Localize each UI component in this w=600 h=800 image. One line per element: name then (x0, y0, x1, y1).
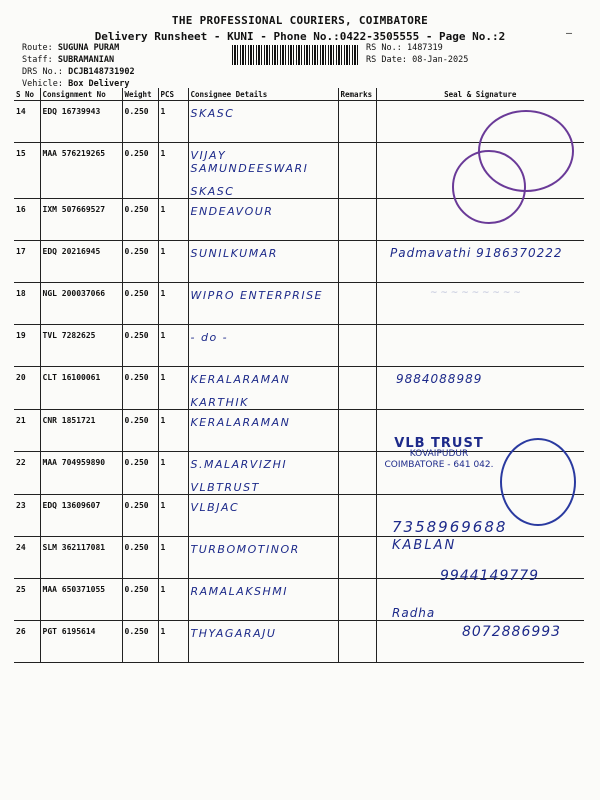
row-consignment-no: PGT 6195614 (40, 621, 122, 663)
row-sno: 26 (14, 621, 40, 663)
vlb-trust-stamp: VLB TRUST KOVAIPUDUR COIMBATORE - 641 042. (384, 436, 494, 470)
round-seal-stamp (452, 150, 526, 224)
row-consignee (188, 143, 338, 199)
row-pcs: 1 (158, 199, 188, 241)
row-consignment-no: IXM 507669527 (40, 199, 122, 241)
row-consignee (188, 241, 338, 283)
row-sno: 23 (14, 495, 40, 537)
signature-row-26-phone: 8072886993 (462, 624, 562, 640)
company-title: THE PROFESSIONAL COURIERS, COIMBATORE (171, 14, 429, 27)
row-consignment-no: MAA 704959890 (40, 452, 122, 495)
row-remarks (338, 621, 376, 663)
consignee-handwriting: SUNILKUMAR (190, 247, 278, 260)
row-consignee (188, 283, 338, 325)
row-weight: 0.250 (122, 199, 158, 241)
consignee-handwriting-line2: VLBTRUST (190, 481, 260, 494)
row-consignment-no: CNR 1851721 (40, 410, 122, 452)
row-pcs: 1 (158, 579, 188, 621)
row-remarks (338, 579, 376, 621)
col-seal: Seal & Signature (376, 88, 584, 101)
signature-row-24-phone: 7358969688 (392, 518, 508, 536)
col-weight: Weight (122, 88, 158, 101)
consignee-handwriting: RAMALAKSHMI (190, 585, 289, 598)
row-remarks (338, 241, 376, 283)
route-line: Route: SUGUNA PURAM (22, 43, 120, 53)
col-consignee: Consignee Details (188, 88, 338, 101)
table-row (14, 579, 584, 621)
barcode (232, 45, 360, 65)
row-remarks (338, 283, 376, 325)
table-row (14, 325, 584, 367)
row-sno: 21 (14, 410, 40, 452)
row-pcs: 1 (158, 495, 188, 537)
col-consignment: Consignment No (40, 88, 122, 101)
row-pcs: 1 (158, 452, 188, 495)
trust-round-stamp (500, 438, 576, 526)
runsheet-subtitle: Delivery Runsheet - KUNI - Phone No.:0422-3505555 - Page No.:2 (94, 30, 506, 43)
signature-row-25: 9944149779 (440, 568, 540, 584)
row-pcs: 1 (158, 410, 188, 452)
row-remarks (338, 410, 376, 452)
row-pcs: 1 (158, 325, 188, 367)
vehicle-line: Vehicle: Box Delivery (22, 79, 130, 89)
consignee-handwriting: THYAGARAJU (190, 627, 277, 640)
row-consignment-no: EDQ 13609607 (40, 495, 122, 537)
row-weight: 0.250 (122, 101, 158, 143)
consignee-handwriting: WIPRO ENTERPRISE (190, 289, 323, 302)
row-consignee (188, 325, 338, 367)
row-seal (376, 325, 584, 367)
col-sno: S No (14, 88, 40, 101)
consignee-handwriting: SKASC (190, 107, 235, 120)
col-pcs: PCS (158, 88, 188, 101)
col-remarks: Remarks (338, 88, 376, 101)
row-remarks (338, 367, 376, 410)
row-consignment-no: EDQ 16739943 (40, 101, 122, 143)
consignee-handwriting: TURBOMOTINOR (190, 543, 300, 556)
row-consignment-no: CLT 16100061 (40, 367, 122, 410)
row-sno: 16 (14, 199, 40, 241)
row-sno: 19 (14, 325, 40, 367)
drs-line: DRS No.: DCJB148731902 (22, 67, 135, 77)
rs-no-line: RS No.: 1487319 (366, 43, 443, 53)
row-pcs: 1 (158, 283, 188, 325)
row-weight: 0.250 (122, 495, 158, 537)
consignee-handwriting: VIJAY SAMUNDEESWARI (190, 149, 309, 175)
signature-row-17: Padmavathi 9186370222 (390, 246, 563, 260)
row-remarks (338, 452, 376, 495)
row-weight: 0.250 (122, 325, 158, 367)
row-consignee (188, 101, 338, 143)
meta-left (22, 42, 135, 90)
signature-row-20: 9884088989 (396, 372, 483, 386)
row-consignee (188, 621, 338, 663)
row-weight: 0.250 (122, 452, 158, 495)
row-pcs: 1 (158, 143, 188, 199)
row-weight: 0.250 (122, 410, 158, 452)
row-remarks (338, 101, 376, 143)
dash-mark-icon: – (566, 28, 573, 39)
row-weight: 0.250 (122, 241, 158, 283)
row-weight: 0.250 (122, 537, 158, 579)
signature-row-24-name: KABLAN (392, 538, 457, 553)
row-pcs: 1 (158, 367, 188, 410)
consignee-handwriting-line2: KARTHIK (190, 396, 249, 409)
row-weight: 0.250 (122, 621, 158, 663)
row-pcs: 1 (158, 241, 188, 283)
row-pcs: 1 (158, 101, 188, 143)
row-remarks (338, 495, 376, 537)
row-consignment-no: TVL 7282625 (40, 325, 122, 367)
meta-right (366, 42, 468, 66)
row-consignee (188, 537, 338, 579)
table-row (14, 367, 584, 410)
row-consignee (188, 199, 338, 241)
row-consignee (188, 452, 338, 495)
consignee-handwriting: ENDEAVOUR (190, 205, 274, 218)
row-pcs: 1 (158, 621, 188, 663)
signature-row-26-name: Radha (392, 606, 436, 620)
row-remarks (338, 537, 376, 579)
row-consignee (188, 579, 338, 621)
row-consignment-no: SLM 362117081 (40, 537, 122, 579)
consignee-handwriting: - do - (190, 331, 229, 344)
row-consignment-no: MAA 650371055 (40, 579, 122, 621)
row-consignment-no: MAA 576219265 (40, 143, 122, 199)
row-sno: 25 (14, 579, 40, 621)
row-sno: 24 (14, 537, 40, 579)
row-sno: 22 (14, 452, 40, 495)
row-weight: 0.250 (122, 367, 158, 410)
row-sno: 17 (14, 241, 40, 283)
row-weight: 0.250 (122, 283, 158, 325)
row-remarks (338, 325, 376, 367)
row-consignee (188, 367, 338, 410)
row-consignee (188, 410, 338, 452)
staff-line: Staff: SUBRAMANIAN (22, 55, 115, 65)
consignee-handwriting-line2: SKASC (190, 185, 235, 198)
consignee-handwriting: KERALARAMAN (190, 373, 291, 386)
row-pcs: 1 (158, 537, 188, 579)
row-consignee (188, 495, 338, 537)
row-consignment-no: NGL 200037066 (40, 283, 122, 325)
row-sno: 18 (14, 283, 40, 325)
row-sno: 20 (14, 367, 40, 410)
row-sno: 15 (14, 143, 40, 199)
consignee-handwriting: KERALARAMAN (190, 416, 291, 429)
consignee-handwriting: VLBJAC (190, 501, 240, 514)
row-sno: 14 (14, 101, 40, 143)
consignee-handwriting: S.MALARVIZHI (190, 458, 288, 471)
rs-date-line: RS Date: 08-Jan-2025 (366, 55, 469, 65)
row-weight: 0.250 (122, 143, 158, 199)
table-header (14, 88, 584, 101)
row-remarks (338, 143, 376, 199)
faded-stamp-text: ~ ~ ~ ~ ~ ~ ~ ~ ~ (430, 288, 521, 298)
row-remarks (338, 199, 376, 241)
row-consignment-no: EDQ 20216945 (40, 241, 122, 283)
row-weight: 0.250 (122, 579, 158, 621)
